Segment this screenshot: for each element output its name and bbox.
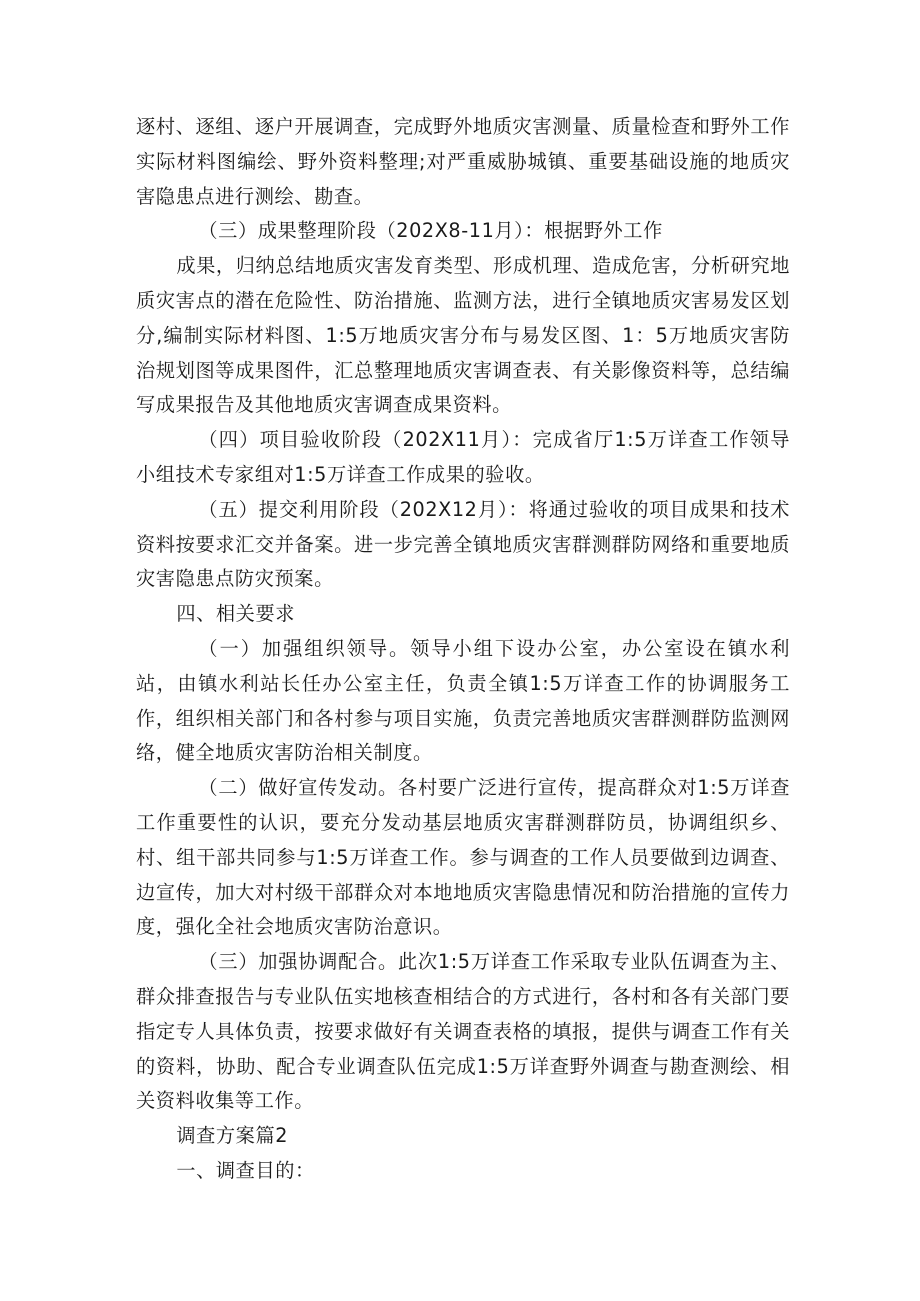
section-heading-plan-2: 调查方案篇2 <box>176 1124 289 1148</box>
paragraph-results-stage-body: 成果，归纳总结地质灾害发育类型、形成机理、造成危害，分析研究地质灾害点的潜在危险性、防治措施、监测方法，进行全镇地质灾害易发区划分,编制实际材料图、1:5万地质灾害分布与易发区图、1：5万地质灾害防治规划图等成果图件，汇总整理地质灾害调查表、有关影像资料等，总结编写成果报告及其他地质灾害调查成果资料。 <box>136 254 790 417</box>
paragraph-field-survey: 逐村、逐组、逐户开展调查，完成野外地质灾害测量、质量检查和野外工作实际材料图编绘、野外资料整理;对严重威胁城镇、重要基础设施的地质灾害隐患点进行测绘、勘查。 <box>136 115 790 208</box>
paragraph-results-stage-heading: （三）成果整理阶段（202X8-11月）：根据野外工作 <box>198 219 663 243</box>
paragraph-organization: （一）加强组织领导。领导小组下设办公室，办公室设在镇水利站，由镇水利站长任办公室主任，负责全镇1:5万详查工作的协调服务工作，组织相关部门和各村参与项目实施，负责完善地质灾害群测群防监测网络，健全地质灾害防治相关制度。 <box>136 636 790 765</box>
paragraph-acceptance-stage: （四）项目验收阶段（202X11月）：完成省厅1:5万详查工作领导小组技术专家组对1:5万详查工作成果的验收。 <box>136 428 790 486</box>
section-heading-requirements: 四、相关要求 <box>176 602 296 626</box>
document-body <box>136 110 790 1189</box>
paragraph-submission-stage: （五）提交利用阶段（202X12月）：将通过验收的项目成果和技术资料按要求汇交并备案。进一步完善全镇地质灾害群测群防网络和重要地质灾害隐患点防灾预案。 <box>136 497 790 591</box>
paragraph-publicity: （二）做好宣传发动。各村要广泛进行宣传，提高群众对1:5万详查工作重要性的认识，要充分发动基层地质灾害群测群防员，协调组织乡、村、组干部共同参与1:5万详查工作。参与调查的工作人员要做到边调查、边宣传，加大对村级干部群众对本地地质灾害隐患情况和防治措施的宣传力度，强化全社会地质灾害防治意识。 <box>136 776 790 939</box>
section-heading-survey-purpose: 一、调查目的： <box>176 1158 315 1182</box>
paragraph-coordination: （三）加强协调配合。此次1:5万详查工作采取专业队伍调查为主、群众排查报告与专业队伍实地核查相结合的方式进行，各村和各有关部门要指定专人具体负责，按要求做好有关调查表格的填报，提供与调查工作有关的资料，协助、配合专业调查队伍完成1:5万详查野外调查与勘查测绘、相关资料收集等工作。 <box>136 950 790 1113</box>
